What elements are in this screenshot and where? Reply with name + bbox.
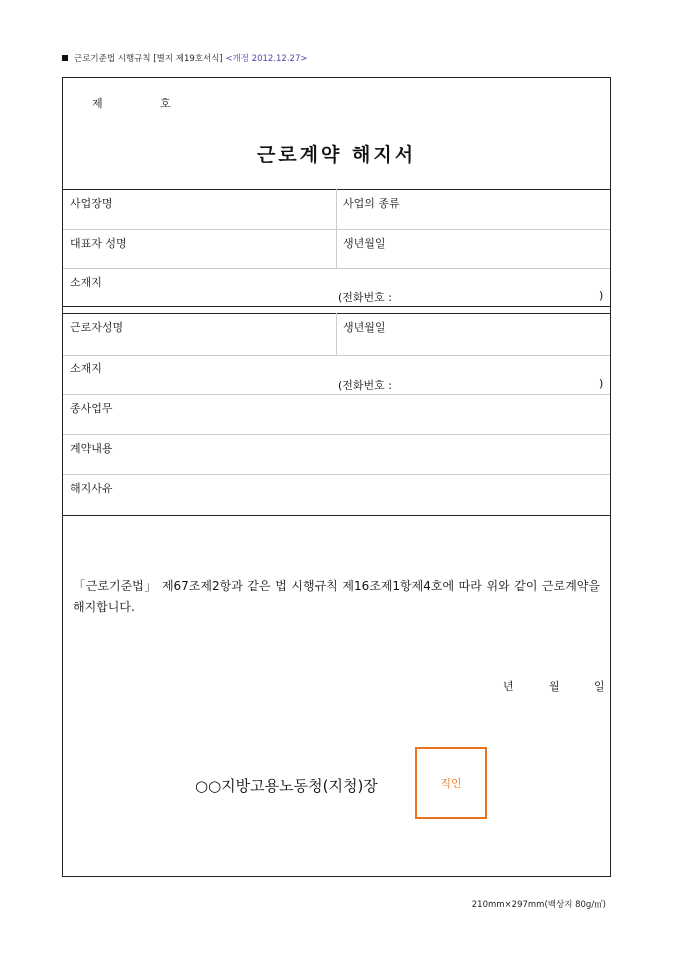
date-year[interactable]: 년 <box>503 680 514 693</box>
number-prefix: 제 <box>92 97 103 110</box>
agency-name: ○○지방고용노동청(지청)장 <box>195 777 378 795</box>
paper-spec: 210mm×297mm(백상지 80g/㎡) <box>471 900 606 910</box>
row-divider <box>63 394 610 395</box>
worker-phone-close: ) <box>599 377 604 390</box>
employer-phone-label[interactable]: (전화번호 : <box>338 291 392 304</box>
employer-address-label[interactable]: 소재지 <box>70 276 102 289</box>
reason-label[interactable]: 해지사유 <box>70 482 113 495</box>
worker-address-label[interactable]: 소재지 <box>70 362 102 375</box>
seal-label: 직인 <box>440 777 462 790</box>
row-divider <box>63 434 610 435</box>
section-divider <box>63 306 610 307</box>
row-divider <box>63 268 610 269</box>
duty-label[interactable]: 종사업무 <box>70 402 113 415</box>
section-divider <box>63 515 610 516</box>
form-reference-header <box>62 52 307 64</box>
row-divider <box>63 229 610 230</box>
column-divider <box>336 313 337 355</box>
employer-phone-close: ) <box>599 289 604 302</box>
number-suffix: 호 <box>160 97 171 110</box>
revision-date: <개정 2012.12.27> <box>225 54 308 64</box>
document-title: 근로계약 해지서 <box>256 144 417 166</box>
worker-phone-label[interactable]: (전화번호 : <box>338 379 392 392</box>
business-type-label[interactable]: 사업의 종류 <box>343 197 400 210</box>
worker-birthdate-label[interactable]: 생년월일 <box>343 321 386 334</box>
employer-birthdate-label[interactable]: 생년월일 <box>343 237 386 250</box>
statement-text: 「근로기준법」 제67조제2항과 같은 법 시행규칙 제16조제1항제4호에 따라 위와 같이 근로계약을 해지합니다. <box>73 579 600 614</box>
worker-name-label[interactable]: 근로자성명 <box>70 321 124 334</box>
contract-label[interactable]: 계약내용 <box>70 442 113 455</box>
date-month[interactable]: 월 <box>549 680 560 693</box>
termination-form <box>62 77 611 877</box>
square-bullet-icon <box>62 55 68 61</box>
representative-label[interactable]: 대표자 성명 <box>70 237 127 250</box>
business-name-label[interactable]: 사업장명 <box>70 197 113 210</box>
row-divider <box>63 355 610 356</box>
date-day[interactable]: 일 <box>594 680 605 693</box>
form-reference: 근로기준법 시행규칙 [별지 제19호서식] <box>74 54 223 64</box>
row-divider <box>63 474 610 475</box>
official-seal <box>415 747 487 819</box>
